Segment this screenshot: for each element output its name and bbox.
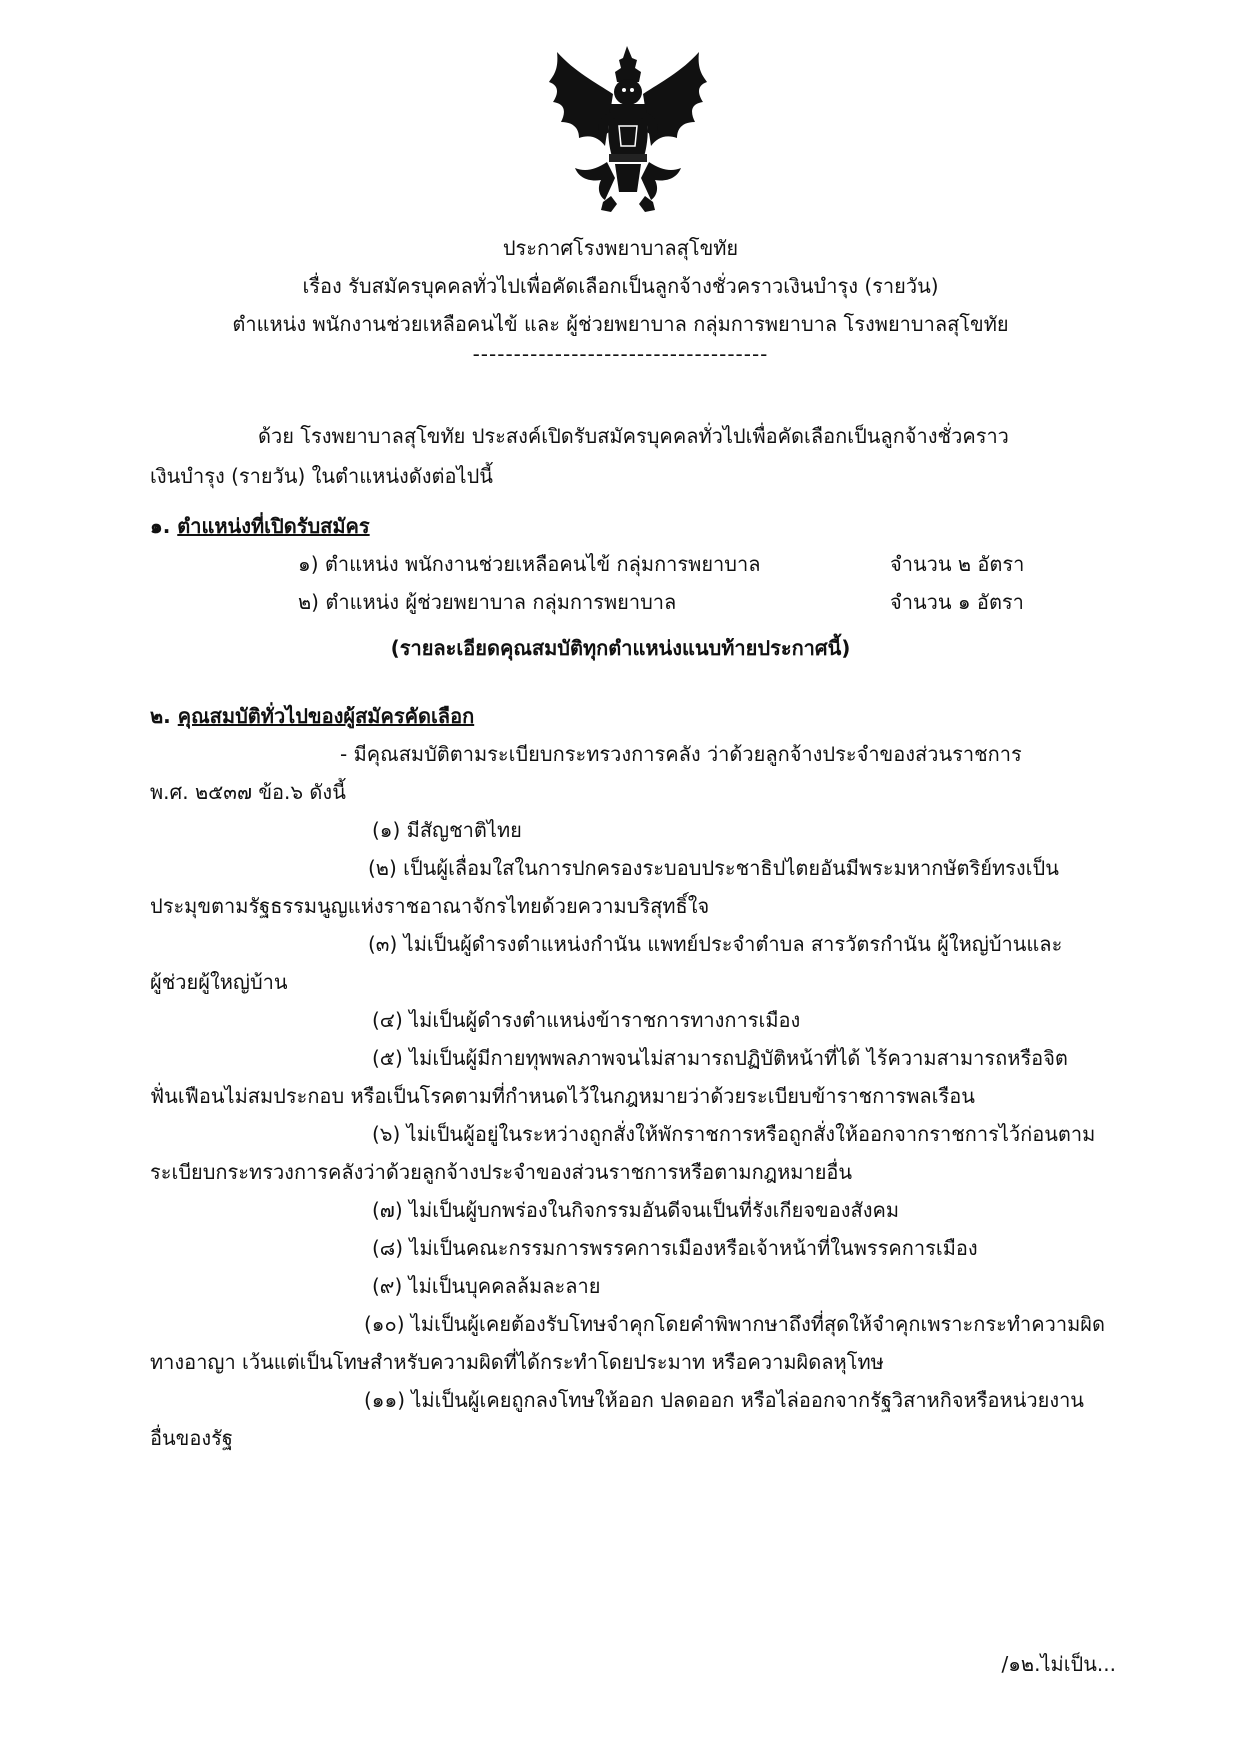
- section-1-heading: [150, 510, 370, 542]
- attachment-note: (รายละเอียดคุณสมบัติทุกตำแหน่งแนบท้ายประกาศนี้): [390, 636, 851, 660]
- section-1-title: ตำแหน่งที่เปิดรับสมัคร: [177, 514, 370, 538]
- position-2-count: จำนวน ๑ อัตรา: [890, 590, 1024, 614]
- qualification-item: (๗) ไม่เป็นผู้บกพร่องในกิจกรรมอันดีจนเป็นที่รังเกียจของสังคม: [372, 1198, 900, 1222]
- qualification-item: (๑๐) ไม่เป็นผู้เคยต้องรับโทษจำคุกโดยคำพิพากษาถึงที่สุดให้จำคุกเพราะกระทำความผิด: [364, 1312, 1106, 1336]
- intro-line-1: ด้วย โรงพยาบาลสุโขทัย ประสงค์เปิดรับสมัครบุคคลทั่วไปเพื่อคัดเลือกเป็นลูกจ้างชั่วคราว: [258, 424, 1009, 448]
- section-2-lead-2: พ.ศ. ๒๕๓๗ ข้อ.๖ ดังนี้: [150, 780, 346, 804]
- position-1-label: ๑) ตำแหน่ง พนักงานช่วยเหลือคนไข้ กลุ่มการพยาบาล: [298, 552, 761, 576]
- section-1-number: ๑.: [150, 514, 171, 538]
- qualification-item-continued: ประมุขตามรัฐธรรมนูญแห่งราชอาณาจักรไทยด้วยความบริสุทธิ์ใจ: [150, 894, 710, 918]
- qualification-item: (๕) ไม่เป็นผู้มีกายทุพพลภาพจนไม่สามารถปฏิบัติหน้าที่ได้ ไร้ความสามารถหรือจิต: [372, 1046, 1068, 1070]
- qualification-item: (๒) เป็นผู้เลื่อมใสในการปกครองระบอบประชาธิปไตยอันมีพระมหากษัตริย์ทรงเป็น: [368, 856, 1059, 880]
- announcement-title: ประกาศโรงพยาบาลสุโขทัย: [502, 236, 739, 260]
- header-separator: ------------------------------------: [472, 342, 769, 366]
- qualification-item: (๑) มีสัญชาติไทย: [372, 818, 522, 842]
- announcement-positions: ตำแหน่ง พนักงานช่วยเหลือคนไข้ และ ผู้ช่วยพยาบาล กลุ่มการพยาบาล โรงพยาบาลสุโขทัย: [232, 312, 1009, 336]
- qualification-item-continued: อื่นของรัฐ: [150, 1426, 233, 1450]
- intro-line-2: เงินบำรุง (รายวัน) ในตำแหน่งดังต่อไปนี้: [150, 464, 493, 488]
- qualification-item: (๔) ไม่เป็นผู้ดำรงตำแหน่งข้าราชการทางการเมือง: [372, 1008, 801, 1032]
- announcement-subject: เรื่อง รับสมัครบุคคลทั่วไปเพื่อคัดเลือกเป็นลูกจ้างชั่วคราวเงินบำรุง (รายวัน): [302, 274, 939, 298]
- qualification-item-continued: ระเบียบกระทรวงการคลังว่าด้วยลูกจ้างประจำของส่วนราชการหรือตามกฎหมายอื่น: [150, 1160, 853, 1184]
- section-2-heading: [150, 700, 474, 732]
- position-1-count: จำนวน ๒ อัตรา: [890, 552, 1025, 576]
- section-2-lead-1: - มีคุณสมบัติตามระเบียบกระทรวงการคลัง ว่าด้วยลูกจ้างประจำของส่วนราชการ: [340, 742, 1022, 766]
- qualification-item-continued: ผู้ช่วยผู้ใหญ่บ้าน: [150, 970, 288, 994]
- qualification-item-continued: ทางอาญา เว้นแต่เป็นโทษสำหรับความผิดที่ได้กระทำโดยประมาท หรือความผิดลหุโทษ: [150, 1350, 884, 1374]
- page-continuation: /๑๒.ไม่เป็น...: [1001, 1652, 1116, 1676]
- garuda-emblem-icon: [545, 42, 710, 222]
- qualification-item: (๓) ไม่เป็นผู้ดำรงตำแหน่งกำนัน แพทย์ประจำตำบล สารวัตรกำนัน ผู้ใหญ่บ้านและ: [368, 932, 1063, 956]
- qualification-item-continued: ฟั่นเฟือนไม่สมประกอบ หรือเป็นโรคตามที่กำหนดไว้ในกฎหมายว่าด้วยระเบียบข้าราชการพลเรือน: [150, 1084, 975, 1108]
- position-2-label: ๒) ตำแหน่ง ผู้ช่วยพยาบาล กลุ่มการพยาบาล: [298, 590, 677, 614]
- qualification-item: (๑๑) ไม่เป็นผู้เคยถูกลงโทษให้ออก ปลดออก หรือไล่ออกจากรัฐวิสาหกิจหรือหน่วยงาน: [364, 1388, 1084, 1412]
- qualification-item: (๙) ไม่เป็นบุคคลล้มละลาย: [372, 1274, 601, 1298]
- section-2-title: คุณสมบัติทั่วไปของผู้สมัครคัดเลือก: [177, 704, 475, 728]
- section-2-number: ๒.: [150, 704, 171, 728]
- qualification-item: (๖) ไม่เป็นผู้อยู่ในระหว่างถูกสั่งให้พักราชการหรือถูกสั่งให้ออกจากราชการไว้ก่อนตาม: [372, 1122, 1096, 1146]
- qualification-item: (๘) ไม่เป็นคณะกรรมการพรรคการเมืองหรือเจ้าหน้าที่ในพรรคการเมือง: [372, 1236, 978, 1260]
